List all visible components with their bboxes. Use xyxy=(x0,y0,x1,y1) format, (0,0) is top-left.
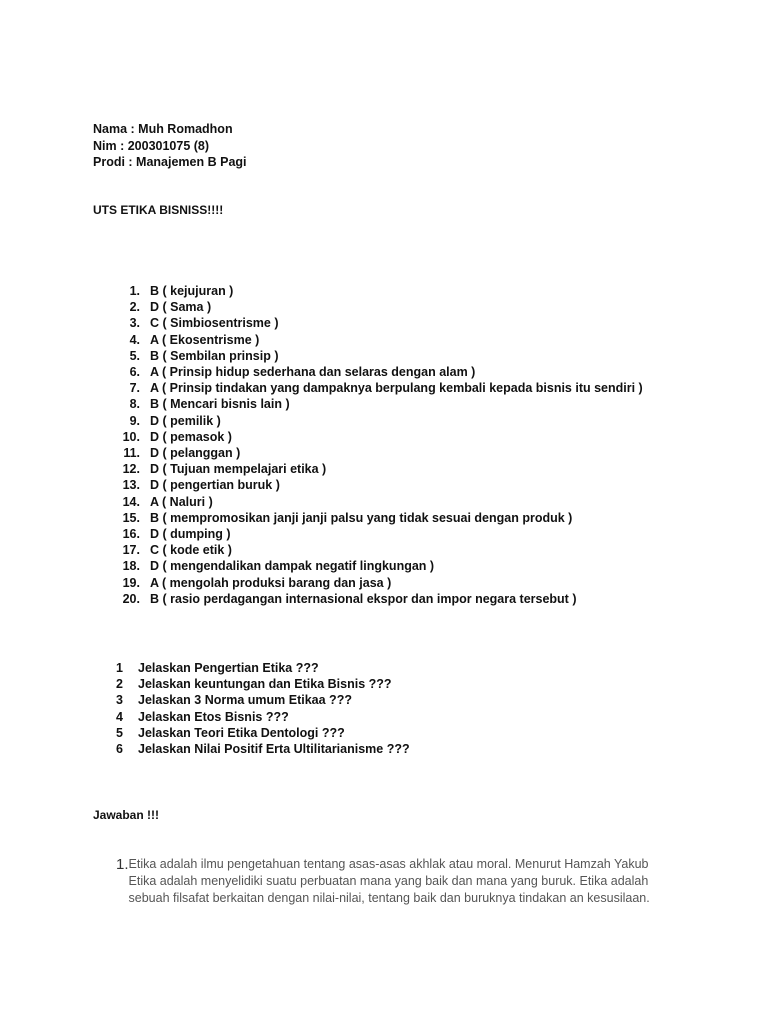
list-item: 5. B ( Sembilan prinsip ) xyxy=(129,348,279,363)
list-item: 18. D ( mengendalikan dampak negatif lingkungan ) xyxy=(122,559,435,574)
list-item: 3. C ( Simbiosentrisme ) xyxy=(129,316,279,331)
student-prodi: Prodi : Manajemen B Pagi xyxy=(93,155,247,169)
list-item: 13. D ( pengertian buruk ) xyxy=(122,478,280,493)
answer-item xyxy=(116,856,676,907)
answer-number: 1. xyxy=(116,856,129,873)
essay-questions xyxy=(116,660,410,757)
answer-text: Etika adalah ilmu pengetahuan tentang asas-asas akhlak atau moral. Menurut Hamzah Yakub Etika adalah menyelidiki suatu perbuatan mana yang baik dan mana yang buruk. Etika adalah sebuah filsafat berkaitan dengan nilai-nilai, tentang baik dan buruknya tindakan an kesusilaan. xyxy=(128,857,650,905)
list-item: 14. A ( Naluri ) xyxy=(122,494,213,509)
list-item: 4 Jelaskan Etos Bisnis ??? xyxy=(116,709,289,724)
list-item: 6 Jelaskan Nilai Positif Erta Ultilitarianisme ??? xyxy=(116,742,410,757)
list-item: 16. D ( dumping ) xyxy=(122,527,231,542)
document-title: UTS ETIKA BISNISS!!!! xyxy=(93,203,224,217)
list-item: 3 Jelaskan 3 Norma umum Etikaa ??? xyxy=(116,693,352,708)
list-item: 9. D ( pemilik ) xyxy=(129,413,221,428)
list-item: 20. B ( rasio perdagangan internasional ekspor dan impor negara tersebut ) xyxy=(122,591,577,606)
list-item: 1 Jelaskan Pengertian Etika ??? xyxy=(116,661,319,675)
list-item: 1. B ( kejujuran ) xyxy=(129,284,234,298)
list-item: 2 Jelaskan keuntungan dan Etika Bisnis ??? xyxy=(116,677,392,692)
list-item: 12. D ( Tujuan mempelajari etika ) xyxy=(122,462,327,477)
list-item: 19. A ( mengolah produksi barang dan jasa ) xyxy=(122,575,392,590)
list-item: 15. B ( mempromosikan janji janji palsu yang tidak sesuai dengan produk ) xyxy=(122,510,573,525)
list-item: 8. B ( Mencari bisnis lain ) xyxy=(129,397,290,412)
list-item: 7. A ( Prinsip tindakan yang dampaknya berpulang kembali kepada bisnis itu sendiri ) xyxy=(129,381,643,396)
list-item: 11. D ( pelanggan ) xyxy=(123,446,241,461)
list-item: 4. A ( Ekosentrisme ) xyxy=(129,332,260,347)
list-item: 2. D ( Sama ) xyxy=(129,300,212,315)
list-item: 5 Jelaskan Teori Etika Dentologi ??? xyxy=(116,725,345,740)
list-item: 10. D ( pemasok ) xyxy=(122,429,232,444)
student-nim: Nim : 200301075 (8) xyxy=(93,138,210,153)
multiple-choice-answers xyxy=(110,283,643,607)
list-item: 17. C ( kode etik ) xyxy=(122,543,232,558)
list-item: 6. A ( Prinsip hidup sederhana dan selaras dengan alam ) xyxy=(129,365,476,380)
student-name: Nama : Muh Romadhon xyxy=(93,122,233,136)
answers-heading: Jawaban !!! xyxy=(93,808,160,822)
student-info xyxy=(93,121,247,171)
